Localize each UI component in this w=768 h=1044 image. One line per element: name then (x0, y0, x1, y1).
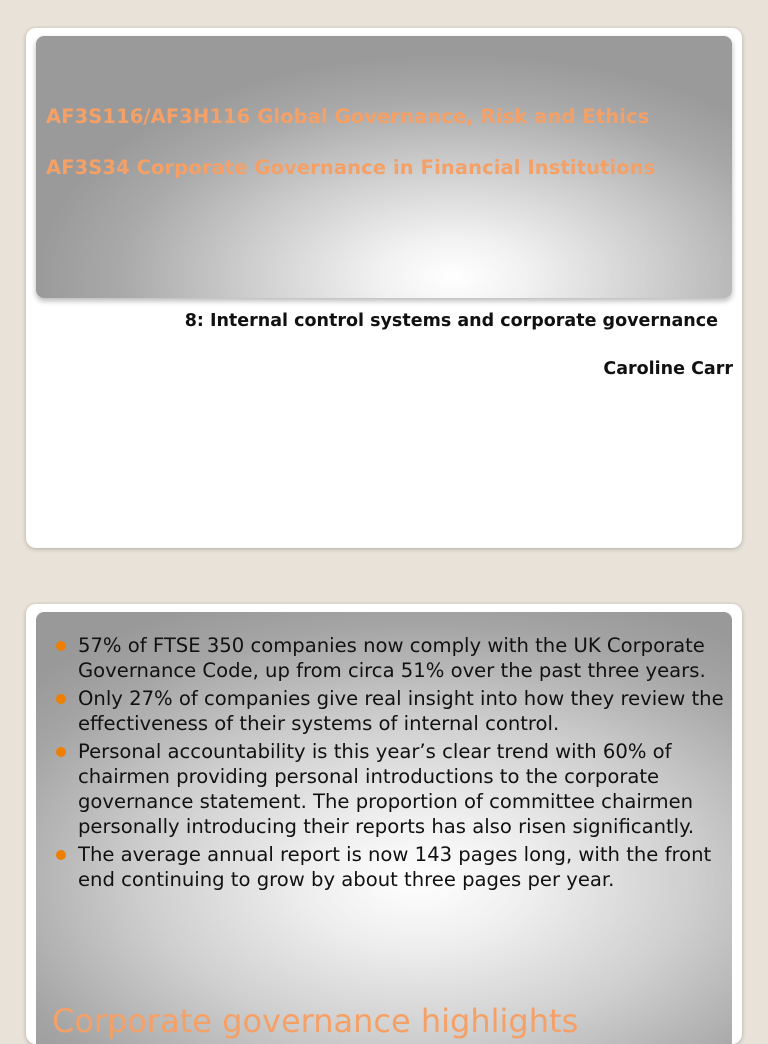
bullet-text: 57% of FTSE 350 companies now comply with the UK Corporate Governance Code, up from circa 51% over the past three years. (78, 634, 706, 682)
bullet-dot-icon (56, 694, 66, 704)
bullet-text: The average annual report is now 143 pages long, with the front end continuing to grow by about three pages per year. (78, 843, 712, 891)
bullet-text: Only 27% of companies give real insight into how they review the effectiveness of their systems of internal control. (78, 687, 724, 735)
course-title-1: AF3S116/AF3H116 Global Governance, Risk and Ethics (46, 105, 650, 128)
bullet-dot-icon (56, 850, 66, 860)
bullet-item (36, 633, 732, 683)
title-band (36, 36, 732, 298)
slide-title-text: Corporate governance highlights (52, 1002, 579, 1040)
bullet-dot-icon (56, 747, 66, 757)
slide-highlights (26, 604, 742, 1044)
author-name: Caroline Carr (603, 359, 733, 379)
bullet-item (36, 842, 732, 892)
slide-title (26, 28, 742, 548)
bullet-dot-icon (56, 641, 66, 651)
bullet-item (36, 686, 732, 736)
bullet-list (36, 633, 732, 895)
bullet-item (36, 739, 732, 839)
bullet-text: Personal accountability is this year’s clear trend with 60% of chairmen providing personal introductions to the corporate governance statement. The proportion of committee chairmen personally introducing their reports has also risen significantly. (78, 740, 695, 838)
lecture-subtitle: 8: Internal control systems and corporate governance (184, 311, 718, 331)
content-band (36, 612, 732, 1044)
course-title-2: AF3S34 Corporate Governance in Financial Institutions (46, 156, 656, 179)
